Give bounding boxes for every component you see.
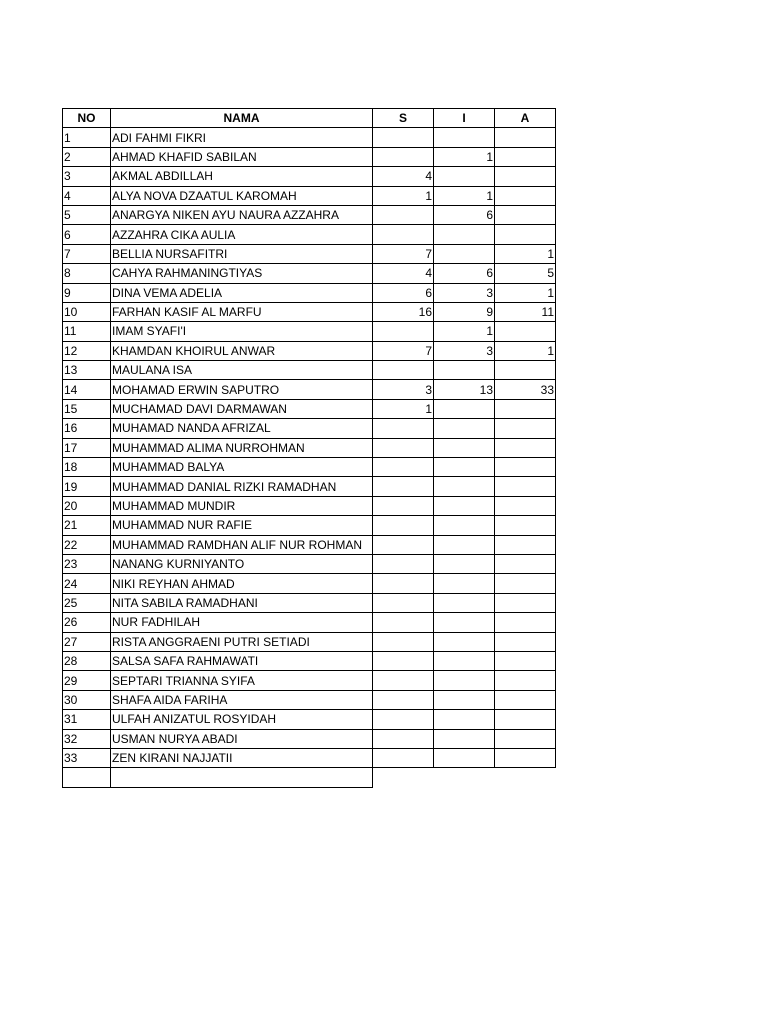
table-row: [63, 419, 556, 438]
cell-s: 1: [373, 399, 434, 418]
cell-no: 19: [63, 477, 111, 496]
cell-i: 1: [434, 186, 495, 205]
cell-no: 1: [63, 128, 111, 147]
cell-nama: RISTA ANGGRAENI PUTRI SETIADI: [111, 632, 373, 651]
table-row: [63, 690, 556, 709]
cell-a: [495, 225, 556, 244]
cell-no: 25: [63, 593, 111, 612]
cell-nama: MOHAMAD ERWIN SAPUTRO: [111, 380, 373, 399]
cell-a: [495, 496, 556, 515]
cell-i: [434, 690, 495, 709]
cell-no: 28: [63, 651, 111, 670]
cell-nama: ULFAH ANIZATUL ROSYIDAH: [111, 710, 373, 729]
header-i: I: [434, 109, 495, 128]
table-row: [63, 225, 556, 244]
cell-no: 15: [63, 399, 111, 418]
cell-a: [495, 690, 556, 709]
cell-nama: MUHAMAD NANDA AFRIZAL: [111, 419, 373, 438]
cell-nama: DINA VEMA ADELIA: [111, 283, 373, 302]
table-row: [63, 516, 556, 535]
cell-s: 6: [373, 283, 434, 302]
cell-i: 9: [434, 302, 495, 321]
cell-nama: NUR FADHILAH: [111, 613, 373, 632]
table-row: [63, 710, 556, 729]
cell-no: 24: [63, 574, 111, 593]
cell-s: 16: [373, 302, 434, 321]
cell-no: 33: [63, 748, 111, 767]
cell-nama: SEPTARI TRIANNA SYIFA: [111, 671, 373, 690]
cell-a: [495, 710, 556, 729]
cell-s: [373, 729, 434, 748]
cell-s: [373, 748, 434, 767]
cell-i: [434, 477, 495, 496]
cell-i: [434, 671, 495, 690]
cell-no: 14: [63, 380, 111, 399]
cell-nama: NIKI REYHAN AHMAD: [111, 574, 373, 593]
table-row: [63, 244, 556, 263]
cell-s: [373, 651, 434, 670]
cell-nama: MUHAMMAD RAMDHAN ALIF NUR ROHMAN: [111, 535, 373, 554]
cell-nama: ZEN KIRANI NAJJATII: [111, 748, 373, 767]
cell-nama: FARHAN KASIF AL MARFU: [111, 302, 373, 321]
cell-no: 3: [63, 167, 111, 186]
cell-no: 11: [63, 322, 111, 341]
cell-a: [495, 593, 556, 612]
cell-s: [373, 361, 434, 380]
cell-s: 4: [373, 167, 434, 186]
cell-no: 10: [63, 302, 111, 321]
cell-nama: ALYA NOVA DZAATUL KAROMAH: [111, 186, 373, 205]
cell-i: [434, 128, 495, 147]
cell-i: [434, 632, 495, 651]
cell-i: [434, 554, 495, 573]
attendance-table: [62, 108, 556, 788]
table-row: [63, 554, 556, 573]
cell-nama: BELLIA NURSAFITRI: [111, 244, 373, 263]
header-nama: NAMA: [111, 109, 373, 128]
cell-s: [373, 516, 434, 535]
table-row: [63, 264, 556, 283]
empty-cell-no: [63, 768, 111, 787]
cell-s: 7: [373, 341, 434, 360]
cell-a: [495, 574, 556, 593]
cell-i: [434, 710, 495, 729]
empty-cell-nama: [111, 768, 373, 787]
table-row: [63, 535, 556, 554]
cell-nama: IMAM SYAFI'I: [111, 322, 373, 341]
cell-no: 6: [63, 225, 111, 244]
table-row: [63, 613, 556, 632]
cell-no: 12: [63, 341, 111, 360]
cell-no: 26: [63, 613, 111, 632]
table-body: [63, 128, 556, 787]
cell-a: 33: [495, 380, 556, 399]
cell-s: [373, 477, 434, 496]
cell-s: [373, 593, 434, 612]
header-a: A: [495, 109, 556, 128]
cell-a: [495, 554, 556, 573]
cell-s: [373, 419, 434, 438]
cell-no: 27: [63, 632, 111, 651]
cell-nama: USMAN NURYA ABADI: [111, 729, 373, 748]
cell-a: [495, 322, 556, 341]
empty-cell: [434, 768, 495, 787]
cell-i: [434, 748, 495, 767]
cell-nama: MAULANA ISA: [111, 361, 373, 380]
table-row: [63, 128, 556, 147]
cell-nama: CAHYA RAHMANINGTIYAS: [111, 264, 373, 283]
cell-no: 18: [63, 458, 111, 477]
cell-s: [373, 554, 434, 573]
cell-nama: NANANG KURNIYANTO: [111, 554, 373, 573]
cell-no: 30: [63, 690, 111, 709]
cell-no: 22: [63, 535, 111, 554]
cell-i: 1: [434, 322, 495, 341]
header-s: S: [373, 109, 434, 128]
cell-a: [495, 729, 556, 748]
table-row: [63, 380, 556, 399]
cell-s: [373, 322, 434, 341]
table-row: [63, 399, 556, 418]
cell-no: 8: [63, 264, 111, 283]
cell-s: [373, 458, 434, 477]
cell-a: [495, 516, 556, 535]
table-row: [63, 438, 556, 457]
cell-nama: ANARGYA NIKEN AYU NAURA AZZAHRA: [111, 205, 373, 224]
table-row: [63, 302, 556, 321]
empty-cell: [373, 768, 434, 787]
empty-row: [63, 768, 556, 787]
cell-i: 6: [434, 264, 495, 283]
cell-s: [373, 128, 434, 147]
cell-s: [373, 535, 434, 554]
cell-i: [434, 651, 495, 670]
cell-i: 3: [434, 341, 495, 360]
table-row: [63, 729, 556, 748]
cell-a: [495, 147, 556, 166]
cell-a: [495, 458, 556, 477]
cell-nama: MUHAMMAD NUR RAFIE: [111, 516, 373, 535]
cell-i: [434, 167, 495, 186]
table-row: [63, 632, 556, 651]
cell-i: [434, 496, 495, 515]
cell-i: 6: [434, 205, 495, 224]
table-row: [63, 671, 556, 690]
cell-a: [495, 167, 556, 186]
cell-a: [495, 399, 556, 418]
cell-nama: SHAFA AIDA FARIHA: [111, 690, 373, 709]
cell-i: [434, 458, 495, 477]
cell-nama: MUHAMMAD MUNDIR: [111, 496, 373, 515]
cell-s: [373, 496, 434, 515]
cell-i: 1: [434, 147, 495, 166]
cell-a: 1: [495, 341, 556, 360]
cell-nama: AKMAL ABDILLAH: [111, 167, 373, 186]
cell-s: 4: [373, 264, 434, 283]
cell-s: [373, 438, 434, 457]
cell-a: [495, 205, 556, 224]
cell-s: [373, 690, 434, 709]
cell-no: 16: [63, 419, 111, 438]
table-row: [63, 574, 556, 593]
table-row: [63, 361, 556, 380]
cell-i: [434, 729, 495, 748]
table-row: [63, 186, 556, 205]
cell-nama: MUHAMMAD ALIMA NURROHMAN: [111, 438, 373, 457]
cell-a: [495, 128, 556, 147]
cell-no: 2: [63, 147, 111, 166]
cell-s: [373, 671, 434, 690]
table-row: [63, 748, 556, 767]
cell-a: 11: [495, 302, 556, 321]
cell-a: [495, 651, 556, 670]
cell-a: 1: [495, 283, 556, 302]
cell-nama: NITA SABILA RAMADHANI: [111, 593, 373, 612]
cell-no: 31: [63, 710, 111, 729]
cell-nama: AZZAHRA CIKA AULIA: [111, 225, 373, 244]
cell-s: 1: [373, 186, 434, 205]
cell-a: [495, 671, 556, 690]
cell-no: 20: [63, 496, 111, 515]
cell-s: [373, 225, 434, 244]
cell-i: [434, 574, 495, 593]
cell-no: 9: [63, 283, 111, 302]
cell-i: [434, 419, 495, 438]
cell-a: 5: [495, 264, 556, 283]
cell-s: [373, 632, 434, 651]
cell-i: [434, 516, 495, 535]
cell-s: 3: [373, 380, 434, 399]
empty-cell: [495, 768, 556, 787]
cell-no: 29: [63, 671, 111, 690]
cell-s: [373, 147, 434, 166]
cell-nama: ADI FAHMI FIKRI: [111, 128, 373, 147]
table-row: [63, 477, 556, 496]
cell-a: [495, 613, 556, 632]
cell-a: [495, 477, 556, 496]
table-row: [63, 496, 556, 515]
cell-i: [434, 535, 495, 554]
cell-a: [495, 419, 556, 438]
cell-i: 13: [434, 380, 495, 399]
cell-nama: AHMAD KHAFID SABILAN: [111, 147, 373, 166]
table-row: [63, 322, 556, 341]
cell-i: [434, 613, 495, 632]
header-no: NO: [63, 109, 111, 128]
cell-no: 7: [63, 244, 111, 263]
cell-no: 21: [63, 516, 111, 535]
cell-a: [495, 186, 556, 205]
cell-i: 3: [434, 283, 495, 302]
table-row: [63, 283, 556, 302]
cell-no: 4: [63, 186, 111, 205]
table-row: [63, 593, 556, 612]
cell-i: [434, 399, 495, 418]
table-row: [63, 458, 556, 477]
cell-i: [434, 225, 495, 244]
cell-a: [495, 748, 556, 767]
table-row: [63, 167, 556, 186]
cell-no: 32: [63, 729, 111, 748]
cell-i: [434, 438, 495, 457]
cell-s: 7: [373, 244, 434, 263]
cell-s: [373, 710, 434, 729]
header-row: [63, 109, 556, 128]
cell-s: [373, 574, 434, 593]
cell-a: [495, 361, 556, 380]
cell-nama: MUHAMMAD BALYA: [111, 458, 373, 477]
cell-no: 5: [63, 205, 111, 224]
table-row: [63, 147, 556, 166]
cell-a: 1: [495, 244, 556, 263]
table-row: [63, 341, 556, 360]
cell-no: 17: [63, 438, 111, 457]
cell-s: [373, 613, 434, 632]
cell-nama: KHAMDAN KHOIRUL ANWAR: [111, 341, 373, 360]
cell-i: [434, 361, 495, 380]
cell-nama: SALSA SAFA RAHMAWATI: [111, 651, 373, 670]
cell-nama: MUCHAMAD DAVI DARMAWAN: [111, 399, 373, 418]
cell-nama: MUHAMMAD DANIAL RIZKI RAMADHAN: [111, 477, 373, 496]
table-row: [63, 205, 556, 224]
cell-i: [434, 593, 495, 612]
cell-s: [373, 205, 434, 224]
cell-a: [495, 535, 556, 554]
table-row: [63, 651, 556, 670]
cell-no: 23: [63, 554, 111, 573]
cell-a: [495, 438, 556, 457]
cell-no: 13: [63, 361, 111, 380]
cell-i: [434, 244, 495, 263]
cell-a: [495, 632, 556, 651]
